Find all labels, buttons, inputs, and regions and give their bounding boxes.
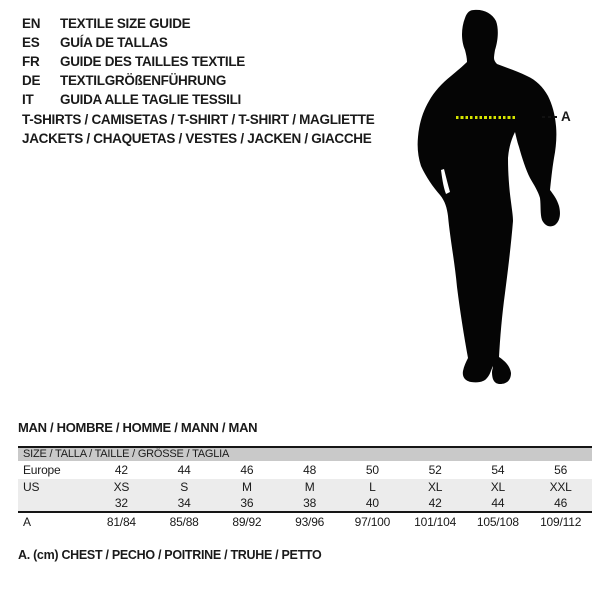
table-cell: XL	[490, 480, 506, 494]
table-cell: 44	[177, 463, 191, 477]
row-label: US	[23, 480, 40, 494]
table-cell: M	[241, 480, 252, 494]
category-line: T-SHIRTS / CAMISETAS / T-SHIRT / T-SHIRT / MAGLIETTE	[22, 112, 375, 127]
table-cell: 50	[365, 463, 379, 477]
category-line: JACKETS / CHAQUETAS / VESTES / JACKEN / GIACCHE	[22, 131, 372, 146]
measure-label: A	[561, 109, 571, 124]
table-cell: 93/96	[295, 515, 325, 529]
table-cell: 46	[240, 463, 254, 477]
section-title: MAN / HOMBRE / HOMME / MANN / MAN	[18, 420, 258, 435]
table-cell: 36	[240, 496, 254, 510]
table-cell: 105/108	[476, 515, 519, 529]
table-cell: 109/112	[540, 515, 582, 529]
table-cell: 34	[177, 496, 191, 510]
table-cell: S	[180, 480, 189, 494]
language-name: GUIDA ALLE TAGLIE TESSILI	[60, 92, 241, 107]
table-cell: M	[304, 480, 315, 494]
table-row	[18, 495, 592, 511]
row-label: A	[23, 515, 31, 529]
table-row	[18, 511, 592, 531]
language-code: DE	[22, 73, 41, 88]
table-cell: 85/88	[169, 515, 199, 529]
row-label: Europe	[23, 463, 61, 477]
table-cell: 101/104	[414, 515, 457, 529]
measurement-footnote: A. (cm) CHEST / PECHO / POITRINE / TRUHE / PETTO	[18, 548, 322, 562]
language-name: TEXTILE SIZE GUIDE	[60, 16, 191, 31]
chest-measure-line	[456, 116, 517, 119]
table-cell: 44	[491, 496, 505, 510]
table-body	[18, 461, 592, 531]
table-cell: 97/100	[354, 515, 391, 529]
man-silhouette-icon	[390, 0, 600, 400]
table-row	[18, 461, 592, 479]
table-cell: 54	[491, 463, 505, 477]
table-cell: XXL	[549, 480, 572, 494]
table-cell: XS	[113, 480, 130, 494]
table-cell: XL	[427, 480, 443, 494]
language-code: FR	[22, 54, 40, 69]
table-cell: 52	[428, 463, 442, 477]
table-cell: 42	[428, 496, 442, 510]
table-cell: 46	[554, 496, 568, 510]
measure-callout-line	[542, 116, 559, 118]
table-cell: 81/84	[106, 515, 136, 529]
language-code: EN	[22, 16, 41, 31]
table-cell: 38	[303, 496, 317, 510]
size-table	[18, 446, 592, 531]
table-cell: 89/92	[232, 515, 262, 529]
language-code: IT	[22, 92, 34, 107]
table-cell: 32	[114, 496, 128, 510]
table-header: SIZE / TALLA / TAILLE / GRÖSSE / TAGLIA	[18, 448, 592, 461]
table-cell: 40	[365, 496, 379, 510]
table-cell: 42	[114, 463, 128, 477]
language-name: TEXTILGRÖßENFÜHRUNG	[60, 73, 227, 88]
table-row	[18, 479, 592, 495]
language-code: ES	[22, 35, 40, 50]
table-cell: 48	[303, 463, 317, 477]
language-name: GUÍA DE TALLAS	[60, 35, 168, 50]
table-cell: L	[369, 480, 376, 494]
table-cell: 56	[554, 463, 568, 477]
language-name: GUIDE DES TAILLES TEXTILE	[60, 54, 246, 69]
